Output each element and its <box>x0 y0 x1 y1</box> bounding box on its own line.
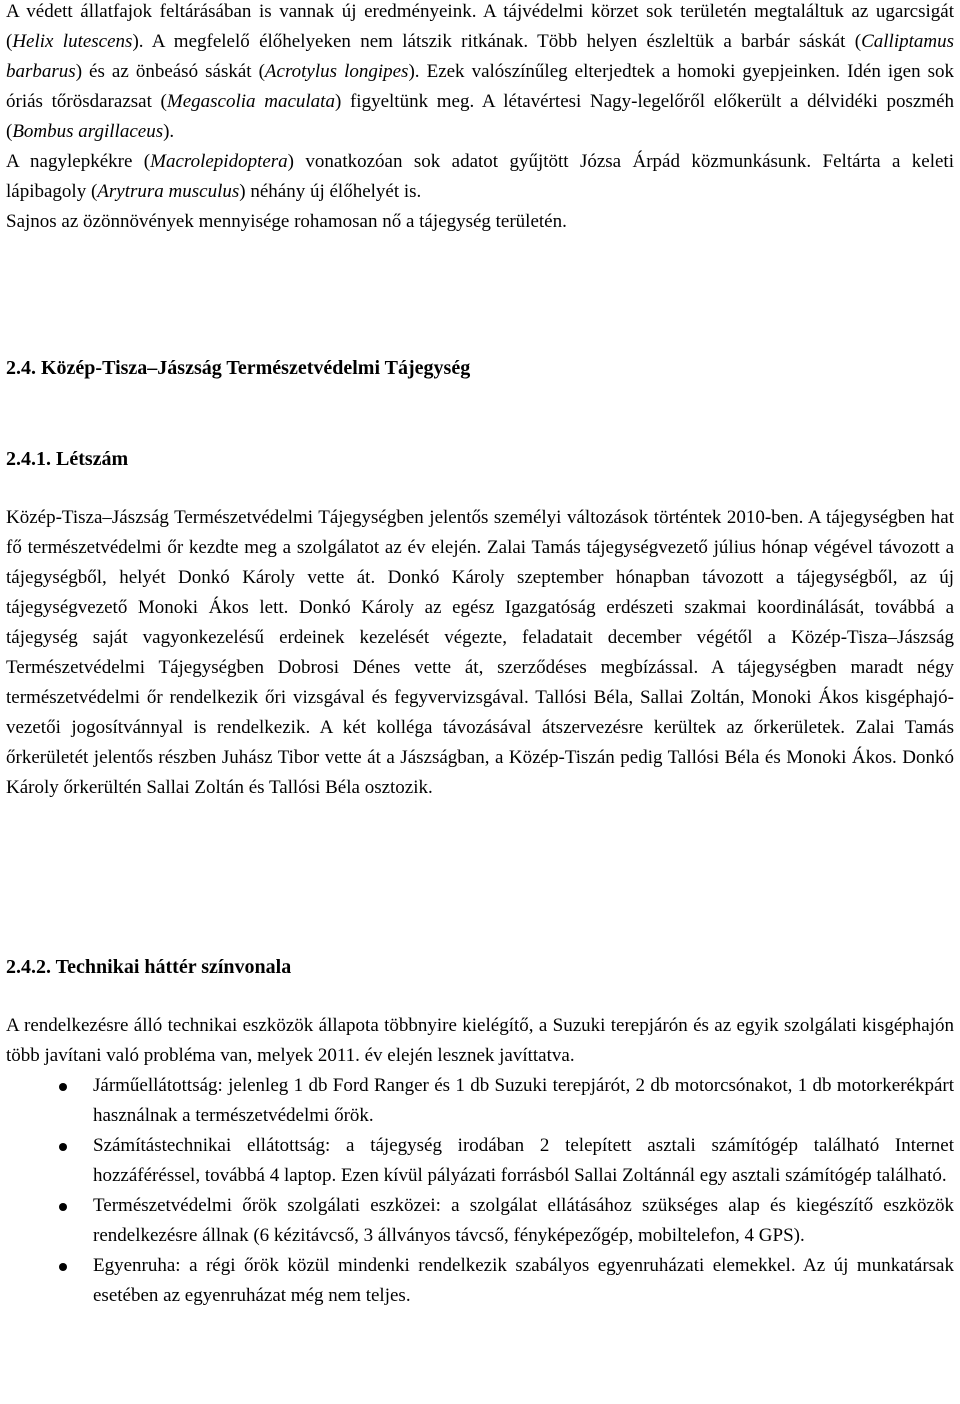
bullet-icon <box>59 1083 67 1091</box>
section-heading-2-4: 2.4. Közép-Tisza–Jászság Természetvédelmi Tájegység <box>6 357 471 379</box>
technical-section <box>6 1011 954 1311</box>
list-item-text: Egyenruha: a régi őrök közül mindenki rendelkezik szabályos egyenruházati elemekkel. Az új munkatársak esetében az egyenruházat még nem teljes. <box>93 1255 954 1306</box>
text-run: ) vonatkozóan sok adatot gyűjtött Józsa Árpád közmunkásunk. Feltárta a keleti lápibagoly ( <box>6 151 954 202</box>
text-run: ) és az önbeásó sáskát ( <box>75 61 265 82</box>
equipment-list <box>6 1071 954 1311</box>
section-heading-2-4-2: 2.4.2. Technikai háttér színvonala <box>6 956 292 978</box>
text-run: ). <box>163 121 175 142</box>
species-name: Helix lutescens <box>12 31 133 52</box>
list-item-text: Természetvédelmi őrök szolgálati eszközei: a szolgálat ellátásához szükséges alap és kiegészítő eszközök rendelkezésre állnak (6 kézitávcső, 3 állványos távcső, fényképezőgép, mobiltelefon, 4 GPS). <box>93 1195 954 1246</box>
list-item-text: Számítástechnikai ellátottság: a tájegység irodában 2 telepített asztali számítógép található Internet hozzáféréssel, továbbá 4 laptop. Ezen kívül pályázati forrásból Sallai Zoltánnál egy asztali számítógép található. <box>93 1135 954 1186</box>
species-name: Calliptamus barbarus <box>6 31 954 82</box>
intro-section <box>6 0 954 237</box>
list-item-text: Járműellátottság: jelenleg 1 db Ford Ranger és 1 db Suzuki terepjárót, 2 db motorcsónakot, 1 db motorkerékpárt használnak a természetvédelmi őrök. <box>93 1075 954 1126</box>
text-run: A védett állatfajok feltárásában is vannak új eredményeink. A tájvédelmi körzet sok területén megtaláltuk az ugarcsigát ( <box>6 1 954 52</box>
species-name: Bombus argillaceus <box>12 121 164 142</box>
staffing-section <box>6 503 954 803</box>
bullet-icon <box>59 1143 67 1151</box>
intro-paragraph-species <box>6 0 954 147</box>
staffing-paragraph: Közép-Tisza–Jászság Természetvédelmi Tájegységben jelentős személyi változások történtek 2010-ben. A tájegységben hat fő természetvédelmi őr kezdte meg a szolgálatot az év elején. Zalai Tamás tájegységvezető július hónap végével távozott a tájegységből, helyét Donkó Károly vette át. Donkó Károly szeptember hónapban távozott a tájegységből, az új tájegységvezető Monoki Ákos lett. Donkó Károly az egész Igazgatóság erdészeti szakmai koordinálását, továbbá a tájegység saját vagyonkezelésű erdeinek kezelését végezte, feladatait december végétől a Közép-Tisza–Jászság Természetvédelmi Tájegységben Dobrosi Dénes vette át, szerződéses megbízással. A tájegységben maradt négy természetvédelmi őr rendelkezik őri vizsgával és fegyvervizsgával. Tallósi Béla, Sallai Zoltán, Monoki Ákos kisgéphajó-vezetői jogosítvánnyal is rendelkezik. A két kolléga távozásával átszervezésre kerültek az őrkerületek. Zalai Tamás őrkerületét jelentős részben Juhász Tibor vette át a Jászságban, a Közép-Tiszán pedig Tallósi Béla és Monoki Ákos. Donkó Károly őrkerültén Sallai Zoltán és Tallósi Béla osztozik. <box>6 507 954 798</box>
list-item <box>6 1251 954 1311</box>
text-run: A nagylepkékre ( <box>6 151 151 172</box>
intro-paragraph-moths <box>6 147 954 207</box>
species-name: Arytrura musculus <box>97 181 240 202</box>
list-item <box>6 1191 954 1251</box>
species-name: Macrolepidoptera <box>150 151 288 172</box>
list-item <box>6 1131 954 1191</box>
bullet-icon <box>59 1263 67 1271</box>
species-name: Acrotylus longipes <box>264 61 409 82</box>
text-run: ) néhány új élőhelyét is. <box>239 181 422 202</box>
text-run: ) figyeltünk meg. A létavértesi Nagy-legelőről előkerült a délvidéki poszméh ( <box>6 91 955 142</box>
text-run: ). A megfelelő élőhelyeken nem látszik ritkának. Több helyen észleltük a barbár sáskát ( <box>132 31 862 52</box>
technical-intro-paragraph: A rendelkezésre álló technikai eszközök állapota többnyire kielégítő, a Suzuki terepjárón és az egyik szolgálati kisgéphajón több javítani való probléma van, melyek 2011. év elején lesznek javíttatva. <box>6 1015 954 1066</box>
species-name: Megascolia maculata <box>166 91 335 112</box>
list-item <box>6 1071 954 1131</box>
section-heading-2-4-1: 2.4.1. Létszám <box>6 448 129 470</box>
intro-paragraph-invasive: Sajnos az özönnövények mennyisége rohamosan nő a tájegység területén. <box>6 211 567 232</box>
text-run: ). Ezek valószínűleg elterjedtek a homoki gyepjeinken. Idén igen sok óriás tőrösdarazsat ( <box>6 61 955 112</box>
bullet-icon <box>59 1203 67 1211</box>
